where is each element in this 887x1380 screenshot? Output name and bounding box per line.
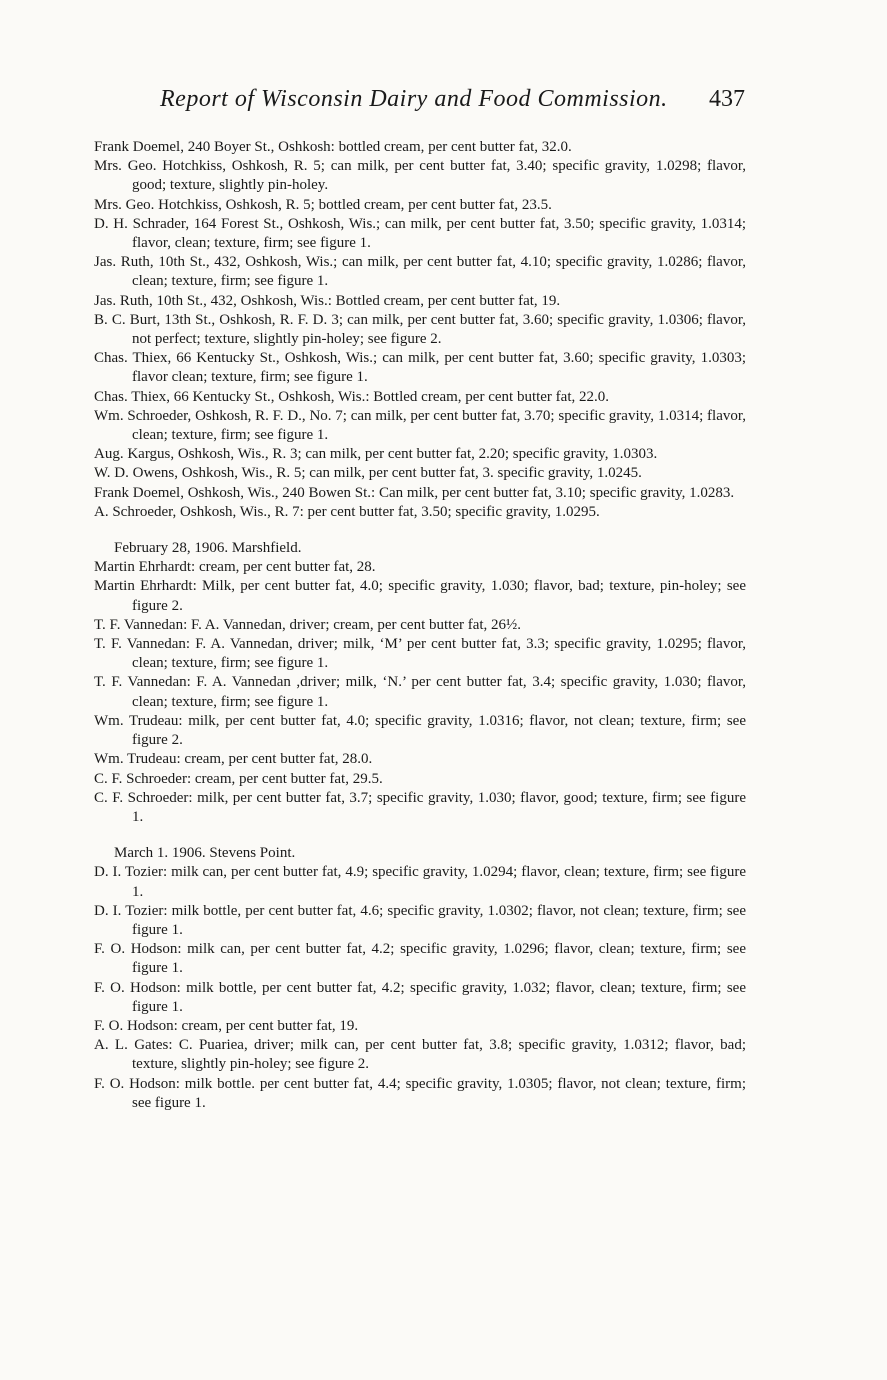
list-item: D. H. Schrader, 164 Forest St., Oshkosh, Wis.; can milk, per cent butter fat, 3.50; specific gravity, 1.0314; flavor, clean; texture, firm; see figure 1.: [94, 215, 746, 252]
page-body: [94, 138, 746, 1113]
stevens-point-section: [94, 844, 746, 1113]
list-item: Frank Doemel, Oshkosh, Wis., 240 Bowen St.: Can milk, per cent butter fat, 3.10; specific gravity, 1.0283.: [94, 484, 735, 501]
marshfield-section: [94, 539, 746, 827]
section-heading: February 28, 1906. Marshfield.: [114, 540, 302, 557]
list-item: A. Schroeder, Oshkosh, Wis., R. 7: per cent butter fat, 3.50; specific gravity, 1.0295.: [94, 503, 600, 520]
list-item: F. O. Hodson: milk can, per cent butter fat, 4.2; specific gravity, 1.0296; flavor, clean; texture, firm; see figure 1.: [94, 941, 746, 977]
list-item: Wm. Trudeau: cream, per cent butter fat, 28.0.: [94, 751, 373, 768]
list-item: Chas. Thiex, 66 Kentucky St., Oshkosh, Wis.: Bottled cream, per cent butter fat, 22.0.: [94, 388, 610, 405]
running-header: [160, 86, 745, 113]
list-item: Wm. Trudeau: milk, per cent butter fat, 4.0; specific gravity, 1.0316; flavor, not clean; texture, firm; see figure 2.: [94, 712, 746, 749]
list-item: Chas. Thiex, 66 Kentucky St., Oshkosh, Wis.; can milk, per cent butter fat, 3.60; specific gravity, 1.0303; flavor clean; texture, firm; see figure 1.: [94, 350, 746, 386]
list-item: C. F. Schroeder: cream, per cent butter fat, 29.5.: [94, 770, 383, 787]
section-heading: March 1. 1906. Stevens Point.: [114, 845, 296, 862]
list-item: A. L. Gates: C. Puariea, driver; milk can, per cent butter fat, 3.8; specific gravity, 1.0312; flavor, bad; texture, slightly pin-holey; see figure 2.: [94, 1037, 746, 1073]
list-item: F. O. Hodson: milk bottle. per cent butter fat, 4.4; specific gravity, 1.0305; flavor, not clean; texture, firm; see figure 1.: [94, 1075, 746, 1111]
list-item: F. O. Hodson: milk bottle, per cent butter fat, 4.2; specific gravity, 1.032; flavor, clean; texture, firm; see figure 1.: [94, 979, 746, 1015]
page-number: 437: [709, 86, 745, 112]
list-item: Mrs. Geo. Hotchkiss, Oshkosh, R. 5; bottled cream, per cent butter fat, 23.5.: [94, 196, 552, 213]
list-item: Martin Ehrhardt: cream, per cent butter fat, 28.: [94, 559, 376, 576]
list-item: F. O. Hodson: cream, per cent butter fat, 19.: [94, 1017, 359, 1034]
header-title: Report of Wisconsin Dairy and Food Commission.: [160, 86, 668, 112]
list-item: Wm. Schroeder, Oshkosh, R. F. D., No. 7; can milk, per cent butter fat, 3.70; specific gravity, 1.0314; flavor, clean; texture, firm; see figure 1.: [94, 407, 746, 444]
list-item: C. F. Schroeder: milk, per cent butter fat, 3.7; specific gravity, 1.030; flavor, good; texture, firm; see figure 1.: [94, 789, 746, 825]
list-item: Martin Ehrhardt: Milk, per cent butter fat, 4.0; specific gravity, 1.030; flavor, bad; texture, pin-holey; see figure 2.: [94, 578, 746, 614]
list-item: D. I. Tozier: milk can, per cent butter fat, 4.9; specific gravity, 1.0294; flavor, clean; texture, firm; see figure 1.: [94, 864, 746, 900]
list-item: Frank Doemel, 240 Boyer St., Oshkosh: bottled cream, per cent butter fat, 32.0.: [94, 139, 572, 155]
list-item: D. I. Tozier: milk bottle, per cent butter fat, 4.6; specific gravity, 1.0302; flavor, not clean; texture, firm; see figure 1.: [94, 902, 746, 938]
list-item: B. C. Burt, 13th St., Oshkosh, R. F. D. 3; can milk, per cent butter fat, 3.60; specific gravity, 1.0306; flavor, not perfect; texture, slightly pin-holey; see figure 2.: [94, 311, 746, 348]
list-item: W. D. Owens, Oshkosh, Wis., R. 5; can milk, per cent butter fat, 3. specific gravity, 1.0245.: [94, 465, 642, 482]
list-item: T. F. Vannedan: F. A. Vannedan, driver; cream, per cent butter fat, 26½.: [94, 616, 522, 633]
list-item: T. F. Vannedan: F. A. Vannedan, driver; milk, ‘M’ per cent butter fat, 3.3; specific gravity, 1.0295; flavor, clean; texture, firm; see figure 1.: [94, 636, 746, 672]
list-item: Aug. Kargus, Oshkosh, Wis., R. 3; can milk, per cent butter fat, 2.20; specific gravity, 1.0303.: [94, 446, 658, 463]
list-item: Jas. Ruth, 10th St., 432, Oshkosh, Wis.: Bottled cream, per cent butter fat, 19.: [94, 292, 561, 309]
list-item: T. F. Vannedan: F. A. Vannedan ,driver; milk, ‘N.’ per cent butter fat, 3.4; specific gravity, 1.030; flavor, clean; texture, firm; see figure 1.: [94, 674, 746, 710]
list-item: Mrs. Geo. Hotchkiss, Oshkosh, R. 5; can milk, per cent butter fat, 3.40; specific gravity, 1.0298; flavor, good; texture, slightly pin-holey.: [94, 158, 746, 194]
list-item: Jas. Ruth, 10th St., 432, Oshkosh, Wis.; can milk, per cent butter fat, 4.10; specific gravity, 1.0286; flavor, clean; texture, firm; see figure 1.: [94, 254, 746, 290]
oshkosh-section: [94, 138, 746, 522]
